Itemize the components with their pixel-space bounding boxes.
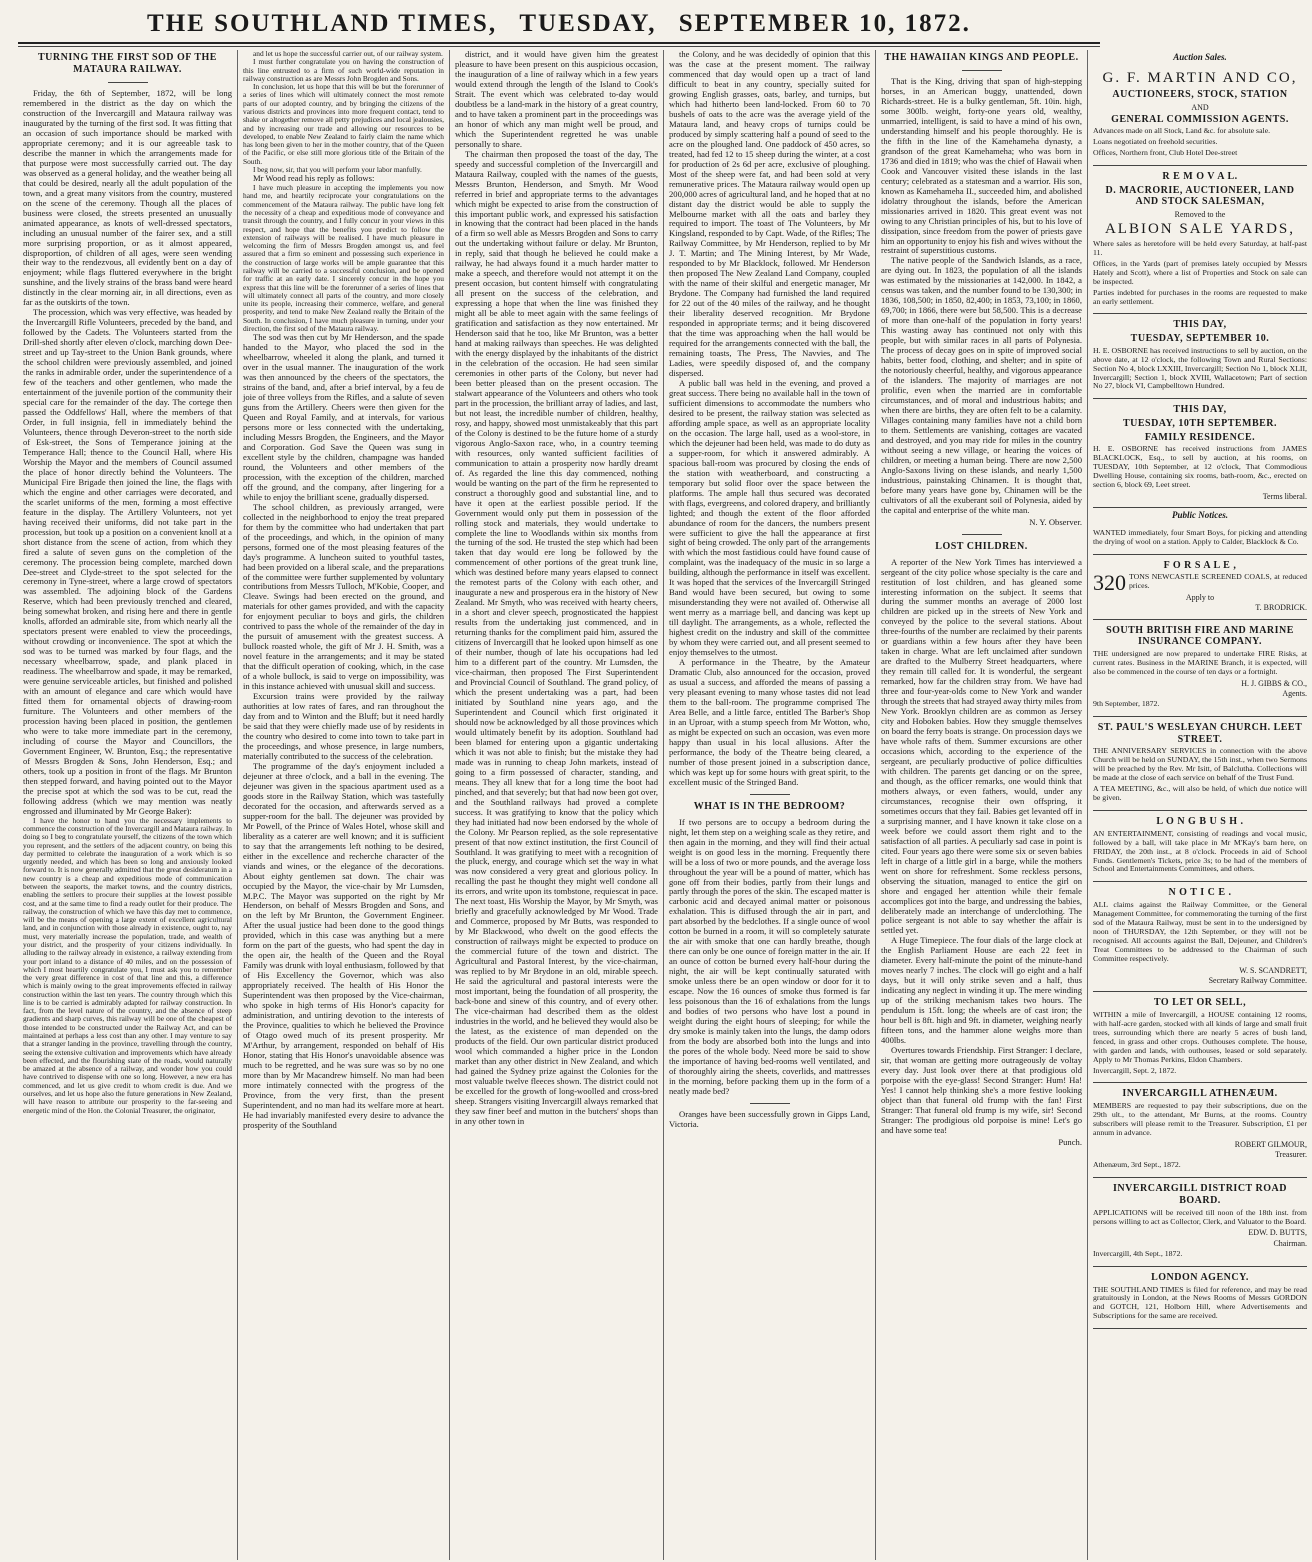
masthead-date: SEPTEMBER 10, 1872. [678, 10, 971, 37]
headline-bedroom: WHAT IS IN THE BEDROOM? [693, 800, 846, 812]
article-paragraph: The programme of the day's enjoyment included a dejeuner at three o'clock, and a ball in the evening. The dejeuner was given in the spacious apartment used as a goods store in the Railway Station, which was tastefully decorated for the occasion, and afterwards served as a supper-room for the ball. The dejeuner was provided by Mr Powell, of the Prince of Wales Hotel, whose skill and liberality as a caterer are well known; and it is sufficient to say that the arrangements left nothing to be desired, either in the excellence and recherche character of the viands and wines, or the elegance of the decorations. About eighty gentlemen sat down. The chair was occupied by the Mayor, the vice-chair by Mr Lumsden, M.P.C. The Mayor was supported on the right by Mr Henderson, on behalf of Messrs Brogden and Sons, and on the left by Mr Brunton, the Government Engineer. After the usual justice had been done to the good things provided, which in this case was anything but a mere form on the part of the guests, who had spent the day in the open air, the health of the Queen and the Royal Family was drunk with loyal enthusiasm, followed by that of His Excellency the Governor, which was also appropriately received. The health of His Honor the Superintendent was then proposed by the Vice-chairman, who spoke in high terms of His Honor's capacity for administration, and untiring devotion to the interests of the Province, qualities to which he believed the Province of Otago owed much of its present prosperity. Mr M'Arthur, by arrangement, responded on behalf of His Honor, stating that His Honor's unavoidable absence was much to be regretted, and he was sure was so by no one more than by Mr Macandrew himself. No man had been more intimately connected with the progress of the Province, from the very first, than the present Superintendent, and no man had its welfare more at heart. He had invariably manifested every desire to advance the prosperity of the Southland [243, 760, 444, 1130]
ad-line: AND [1191, 102, 1209, 112]
column-advertisements [1088, 50, 1312, 1560]
ad-date: Invercargill, Sept. 2, 1872. [1093, 1065, 1177, 1075]
ad-text: Offices, Northern front, Club Hotel Dee-street [1093, 148, 1238, 158]
ad-london-agency [1093, 1267, 1307, 1329]
article-paragraph: If two persons are to occupy a bedroom during the night, let them step on a weighing scale as they retire, and then again in the morning, and they will find their actual weight is on good less in the morning. Frequently there will be a loss of two or more pounds, and the average loss throughout the year will be a pound of matter, which has gone off from their bodies, partly from their lungs and partly through the pores of the skin. The escaped matter is carbonic acid and decayed animal matter or poisonous exhalation. This is diffused through the air in part, and part absorbed by the bedclothes. If a single ounce of wool cotton be burned in a room, it will so completely saturate the air with smoke that one can hardly breathe, though there can only be one ounce of foreign matter in the air. If an ounce of cotton be burned every half-hour during the night, the air will be kept continually saturated with smoke unless there be an open window or door for it to escape. Now the 16 ounces of smoke thus formed is far less poisonous than the 16 of exhalations from the lungs and bodies of two persons who have lost a pound in weight during the eight hours of sleeping; for while the dry smoke is mainly taken into the lungs, the damp odors from the body are absorbed both into the lungs and into the pores of the whole body. Need more be said to show the importance of having bed-rooms well ventilated, and of thoroughly airing the sheets, coverlids, and mattresses in the morning, before packing them up in the form of a neatly made bed? [669, 816, 870, 1096]
article-paragraph: The school children, as previously arranged, were collected in the neighborhood to enjoy the treat prepared for them by the committee who had undertaken that part of the proceedings, and which, in the opinion of many persons, formed one of the most pleasing features of the day's programme. A luncheon suited to youthful tastes, had been provided on a liberal scale, and the preparations of the committee were further supplemented by voluntary contributions from Messrs Tulloch, M'Kobie, Cooper, and Cleave. Swings had been erected on the ground, and materials for other games provided, and with the capacity for enjoyment peculiar to boys and girls, the children contrived to pass the whole of the remainder of the day in the pursuit of amusement with the greatest success. A bullock roasted whole, the gift of Mr J. H. Smith, was a novel feature in the arrangements; and it may be stated that the difficult operation of cooking, which, in the case of a whole bullock, is said to verge on impossibility, was in this instance achieved with unusual skill and success. [243, 501, 444, 692]
ad-athenaeum [1093, 1083, 1307, 1178]
ad-line: Removed to the [1174, 210, 1226, 220]
headline-lost-children: LOST CHILDREN. [935, 540, 1028, 552]
ad-osborne-residence [1093, 399, 1307, 508]
ad-heading: THIS DAY, [1173, 404, 1227, 416]
column-3 [450, 50, 664, 1560]
ad-text: THE ANNIVERSARY SERVICES in connection with the above Church will be held on SUNDAY, the 15th inst., when two Sermons will be preached by the Rev. Mr Isitt, of Balclutha. Collections will be made at the close of each service on behalf of the Trust Fund. [1093, 746, 1307, 783]
ad-signature: ROBERT GILMOUR, [1234, 1139, 1307, 1149]
article-paragraph: Friday, the 6th of September, 1872, will be long remembered in the district as the day on which the construction of the Invercargill and Mataura railway was inaugurated by the turning of the first sod. It was fitting that an occasion of such importance should be marked with appropriate ceremony; and it is our agreeable task to describe the manner in which the arrangements made for that purpose were most successfully carried out. The day was observed as a general holiday, and the weather being all that could be desired, nearly all the adult population of the town, and a great many visitors from the country, mustered on the scene of the ceremony. Though all the places of business were closed, the streets presented an unusually animated appearance, as knots of well-dressed spectators, including an unusual number of the fairer sex, and a still more surprising proportion, or as it almost appeared, disproportion, of children of all ages, were seen wending their way to the rendezvous, all evidently bent on a day of enjoyment; while flags fluttered everywhere in the bright sunshine, and the lively strains of the brass band were heard distinctly in the clear morning air, in all directions, even as far as the outskirts of the town. [23, 88, 232, 308]
section-title-auctions: Auction Sales. [1173, 52, 1227, 62]
article-paragraph: Overtures towards Friendship. First Stranger: I declare, sir, that woman are getting more outrageously de voltay every day. Just look over there at that prodigious old porpoise with the eye-glass! Second Stranger: Hum! Ha! Yes! I cannot help thinking she's a more festive looking object than that funeral old frump with the fan! First Stranger: That funeral old frump is my wife, sir! Second Stranger: The prodigious old porpoise is mine! Let's go and have some tea! [881, 1045, 1082, 1135]
ad-text: H. E. OSBORNE has received instructions from JAMES BLACKLOCK, Esq., to sell by auction, at his rooms, on TUESDAY, 10th September, at 12 o'clock, That Commodious Dwelling House, containing six rooms, bath-room, &c., erected on section 6, block 69, Leet street. [1093, 444, 1307, 490]
ad-line: Apply to [1185, 593, 1215, 603]
ad-text: THE SOUTHLAND TIMES is filed for reference, and may be read gratuitously in London, at the News Rooms of Messrs GORDON and GOTCH, 121, Holborn Hill, where Advertisements and Subscriptions for the same are received. [1093, 1284, 1307, 1321]
column-4 [664, 50, 876, 1560]
column-5 [876, 50, 1088, 1560]
ad-heading: INVERCARGILL ATHENÆUM. [1122, 1088, 1278, 1100]
ad-subheading: AUCTIONEERS, STOCK, STATION [1112, 88, 1288, 100]
ad-macrorie [1093, 166, 1307, 314]
ad-text: APPLICATIONS will be received till noon of the 18th inst. from persons willing to act as Collector, Clerk, and Valuator to the Board. [1093, 1207, 1307, 1226]
article-paragraph: The sod was then cut by Mr Henderson, and the spade handed to the Mayor, who placed the sod in the wheelbarrow, wheeled it along the plank, and turned it over in the usual manner. The inauguration of the work was then announced by the cheers of the spectators, the strains of the band, and, after a brief interval, by a feu de joie of three volleys from the Rifles, and a salute of seven guns from the Artillery. Cheers were then given for the Queen and Royal Family, and at intervals, for various persons more or less connected with the undertaking, including Messrs Brogden, the Engineers, and the Mayor and Corporation. God Save the Queen was sung in excellent style by the children, champagne was handed round, the Volunteers and other members of the procession, with the exception of the children, marched off the ground, and the company, after lingering for a while to enjoy the brilliant scene, gradually dispersed. [243, 332, 444, 502]
ad-heading: THIS DAY, [1173, 319, 1227, 331]
ad-date: Athenæum, 3rd Sept., 1872. [1093, 1160, 1181, 1170]
article-paragraph: A Huge Timepiece. The four dials of the large clock at the English Parliament House are each 22 feet in diameter. Every half-minute the point of the minute-hand moves nearly 7 inches. The clock will go eight and a half days, but it will only strike seven and a half, thus indicating any neglect in winding it up. The mere winding up of the striking mechanism takes two hours. The pendulum is 15ft. long; the wheels are of cast iron; the hour bell is 8ft. high and 9ft. in diameter, weighing nearly fifteen tons, and the hammer alone weighs more than 400lbs. [881, 935, 1082, 1046]
ad-signature: T. BRODRICK. [1255, 603, 1307, 613]
article-paragraph: A public ball was held in the evening, and proved a great success. There being no available hall in the town of sufficient dimensions to accommodate the numbers who desired to be present, the railway station was selected as affording ample space, as well as an appropriate locality on the occasion. The large hall, used as a wool-store, in which the dejeuner had been held, was made to do duty as a supper-room, for which it answered admirably. A spacious ball-room was procured by closing the ends of the station with weatherboard, and constructing a temporary but solid floor over the space between the platforms. The ample hall thus secured was decorated with flags, evergreens, and colored drapery, and brilliantly lighted; and though the extent of the floor afforded abundance of room for the dancers, the numbers present were sufficient to give the hall the appearance at first sight of being crowded. The only part of the arrangements with which the most fastidious could have found cause of complaint, was the inadequacy of the music in so large a building, although the performance in itself was excellent. It was hoped that the services of the Invercargill Stringed Band would have been secured, but owing to some misunderstanding they were not availed of. Otherwise all went merry as a marriage bell, and dancing was kept up till daylight. The arrangements, as a whole, reflected the highest credit on the industry and skill of the committee by whom they were carried out, and all present seemed to enjoy themselves to the utmost. [669, 377, 870, 658]
ad-subheading: TUESDAY, SEPTEMBER 10. [1130, 333, 1270, 345]
ad-subheading: FAMILY RESIDENCE. [1144, 431, 1256, 443]
source-credit: N. Y. Observer. [1029, 516, 1082, 527]
ad-signature-role: Agents. [1282, 688, 1307, 698]
masthead-day: TUESDAY, [519, 10, 657, 37]
address-paragraph: and let us hope the successful carrier out, of our railway system. [253, 49, 443, 58]
article-paragraph: Mr Wood read his reply as follows: [253, 173, 375, 184]
ad-heading: SOUTH BRITISH FIRE AND MARINE INSURANCE COMPANY. [1106, 624, 1294, 648]
ad-text: ALL claims against the Railway Committee, or the General Management Committee, for commemorating the turning of the first sod of the Mataura Railway, must be sent in to the undersigned by noon of THURSDAY, the 12th September, or they will not be recognised. All accounts against the Ball, Dejeuner, and Children's Treat Committees to be addressed to the Chairman of such Committee respectively. [1093, 900, 1307, 963]
ad-text: Offices, in the Yards (part of premises lately occupied by Messrs Hately and Scott), where a list of Properties and Stock on sale can be inspected. [1093, 258, 1307, 286]
column-1 [18, 50, 238, 1560]
ad-signature-role: Chairman. [1273, 1238, 1307, 1248]
column-2 [238, 50, 450, 1560]
ad-terms: Terms liberal. [1262, 491, 1307, 501]
article-paragraph: The procession, which was very effective, was headed by the Invercargill Rifle Volunteers, preceded by the band, and followed by the Cadets. The Volunteers started from the Drill-shed shortly after eleven o'clock, marching down Dee-street and up Tay-street to the Union Bank grounds, where the school children were previously assembled, and joined the ranks in admirable order, under the superintendence of a few of the teachers and other gentlemen, who made the entertainment of the juvenile portion of the community their special care for the remainder of the day. The cortege then passed the Oddfellows' Hall, where the members of that Order, in full insignia, fell in immediately behind the Volunteers, thence through Deveron-street to the north side of Esk-street, the Sons of Temperance joining at the Temperance Hall; thence to the Council Hall, where His Worship the Mayor and the members of Council assumed the place of honor directly behind the Volunteers. The Municipal Fire Brigade then joined the line, the flags with which the engine and other carriages were decorated, and the scarlet uniforms of the men, forming a most effective feature in the display. The Artillery Volunteers, not yet having received their uniforms, did not take part in the procession, but took up a position on a convenient knoll at a short distance from the scene of action, from which they fired a salute of seven guns on the completion of the ceremony. The procession being complete, marched down Dee-street and Clyde-street to the spot selected for the ceremony in Tyne-street, where a large crowd of spectators was assembled. The adjoining block of the Gardens Reserve, which had been previously trenched and cleared, being somewhat broken, and rising here and there in gentle knolls, afforded an admirable site, from which nearly all the spectators present were enabled to view the proceedings, without crowding or inconvenience. The spot at which the sod was to be turned was marked by four flags, and the necessary wheelbarrow, spade, and plank placed in readiness. The wheelbarrow and spade, it may be remarked, were genuine serviceable articles, but finished and polished with an amount of elegance and care which would have fitted them for ornamental objects of drawing-room furniture. The Volunteers and other members of the procession having been placed in position, the gentlemen who were to take more immediate part in the ceremony, including of course the Mayor and Councillors, the Government Engineer, W. Brunton, Esq.; the representative of Messrs Brogden & Sons, John Henderson, Esq.; and others, took up a position in front of the flags. Mr Brunton then stepped forward, and having pointed out to the Mayor the precise spot at which the sod was to be cut, read the following address (which we may mention was neatly engrossed and illuminated by Mr George Baker): [23, 307, 232, 816]
ad-text: H. E. OSBORNE has received instructions to sell by auction, on the above date, at 12 o'clock, the following Town and Rural Sections: Section No 4, block LXXIII, Invercargill; Section No 1, block XLII, Invercargill; Section 1, block XVIII, Wallacetown; Part of section No 27, block VI, Campbelltown Hundred. [1093, 345, 1307, 391]
address-paragraph: I beg now, sir, that you will perform your labor manfully. [253, 164, 422, 174]
article-paragraph: The native people of the Sandwich Islands, as a race, are dying out. In 1823, the population of all the islands was estimated by the missionaries at 142,000. In 1842, a census was taken, and the number found to be 130,300; in 1836, 108,500; in 1850, 82,400; in 1853, 73,100; in 1860, 69,700; in 1866, there were but 58,500. This is a decrease of more than one-half of the population in forty years! This wasting away has continued not only with this people, but with similar races in all parts of Polynesia. The process of decay goes on in spite of improved social habits, better food, clothing, and shelter; and in spite of the notoriously cheerful, healthy, and vigorous appearance of the islanders. The majority of marriages are not prolific, even when the married are in comfortable circumstances, and of moral and industrious habits; and when there are births, they are often felt to be a calamity. Villages containing many families have not a child born to them. Settlements are vanishing, cottages are vacated and destroyed, and you may ride for miles in the country without seeing a new village, or hearing the voices of children, or meeting a human being. There are now 2,500 Anglo-Saxons living on these islands, and nearly 1,500 industrious, painstaking Chinamen. It is thought that, before many years have gone by, Chinamen will be the cultivators of all the exuberant soil of Polynesia, aided by the capital and enterprise of the white man. [881, 255, 1082, 515]
ad-signature: EDW. D. BUTTS, [1248, 1228, 1307, 1238]
masthead-rule [18, 46, 1100, 47]
ad-subheading: GENERAL COMMISSION AGENTS. [1111, 113, 1289, 125]
ad-subheading: D. MACRORIE, AUCTIONEER, LAND AND STOCK SALESMAN, [1105, 184, 1295, 208]
ad-text: A TEA MEETING, &c., will also be held, of which due notice will be given. [1093, 784, 1307, 803]
ad-wanted [1093, 524, 1307, 555]
ad-heading: N O T I C E . [1168, 887, 1232, 899]
ad-heading: TO LET OR SELL, [1153, 997, 1247, 1009]
article-paragraph: That is the King, driving that span of high-stepping horses, in an American buggy, unattended, down Richards-street. He is a bulky gentleman, 5ft. 10in. high, some 300lb. weight, forty-one years old, wealthy, unmarried, intelligent, is said to have a mind of his own, understanding himself and his people thoroughly. He is the fifth in the line of the Kamehameha dynasty, a grandson of the great Kamehameha; who was born in 1736 and died in 1819; who was the chief of Hawaii when Cook and Vancouver visited these islands in the last century; celebrated as a statesman and a warrior. His son, known as Kamehameha II., succeeded him, and abolished idolatry throughout the islands, before the American missionaries arrived in 1820. This great event was not owing to any Christian principles of his, but to his love of dissipation, since freedom from the power of priests gave him an opportunity to enjoy his fish and wives without the restraint of superstitious customs. [881, 76, 1082, 256]
ad-text: Loans negotiated on freehold securities. [1093, 137, 1218, 147]
headline-railway: TURNING THE FIRST SOD OF THE MATAURA RAILWAY. [38, 52, 217, 75]
ad-text: THE undersigned are now prepared to undertake FIRE Risks, at current rates. Business in the MARINE Branch, it is expected, will also be commenced in the course of ten days or a fortnight. [1093, 648, 1307, 676]
ad-long-bush [1093, 811, 1307, 882]
ad-signature: W. S. SCANDRETT, [1239, 965, 1307, 975]
ad-signature: H. J. GIBBS & CO., [1241, 678, 1307, 688]
ad-heading: G. F. MARTIN AND CO, [1102, 70, 1298, 87]
ad-subheading: TUESDAY, 10TH SEPTEMBER. [1122, 418, 1278, 430]
source-credit: Punch. [1058, 1136, 1082, 1147]
ad-church [1093, 717, 1307, 811]
ad-osborne-sections [1093, 314, 1307, 399]
ad-text: Advances made on all Stock, Land &c. for absolute sale. [1093, 126, 1271, 136]
ad-heading: R E M O V A L. [1162, 171, 1238, 183]
ad-heading: ALBION SALE YARDS, [1104, 221, 1296, 238]
ad-text: AN ENTERTAINMENT, consisting of readings and vocal music, followed by a ball, will take place in Mr M'Kay's barn here, on FRIDAY, the 20th inst., at 8 o'clock. Proceeds in aid of School Funds. Gentlemen's Tickets, price 3s; to be had of the members of School and Entertainments Committees, and others. [1093, 828, 1307, 874]
ad-text: Where sales as heretofore will be held every Saturday, at half-past 11. [1093, 238, 1307, 257]
article-paragraph: The chairman then proposed the toast of the day, The speedy and successful completion of the Invercargill and Mataura Railway, coupled with the names of the guests, Messrs Brunton, Henderson, and Smyth. Mr Wood referred in brief and appropriate terms to the advantages which might be expected to arise from the construction of this important public work, and expressed his satisfaction in knowing that the contract had been placed in the hands of a firm so well able as Messrs Brogden and Sons to carry out the undertaking without failure or delay. Mr Brunton, in reply, said that though he believed he could make a railway, he had always found it a much harder matter to make a speech, and therefore would not attempt it on the present occasion, but content himself with congratulating all present on the success of the celebration, and expressing a hope that when the line was finished they might all be able to meet again with the same feelings of gratification and satisfaction as they now entertained. Mr Henderson said that he too, like Mr Brunton, was a better hand at making railways than speeches. He was delighted with the energy displayed by the inhabitants of the district in the celebration of the occasion. He had seen similar ceremonies in other parts of the Colony, but never had been better pleased than on the present occasion. The stalwart appearance of the Volunteers and others who took part in the procession, the brilliant array of ladies, and last, but not least, the incredible number of children, healthy, rosy, and happy, showed most unmistakeably that this part of the Colony is destined to be the future home of a sturdy vigorous Anglo-Saxon race, who, in a country teeming with resources, only wanted sufficient facilities of communication to attain a prosperity now hardly dreamt of. As regarded the line this day commenced, nothing would be wanting on the part of the firm he represented to construct a thoroughly good and substantial line, and to have it open at the earliest possible period. If the Government would only put them in possession of the rolling stock and materials, they would undertake to complete the line to Woodlands within six months from the turning of the sod. He trusted the step which had been taken that day would ere long be followed by the commencement of other portions of the great trunk line, which was destined before many years elapsed to connect the remotest parts of the Colony with each other, and inaugurate a new and prosperous era in the history of New Zealand. Mr Smyth, who was received with hearty cheers, in a short and clever speech, prognosticated the happiest results from the undertaking just commenced, and in returning thanks for the compliment paid him, assured the citizens of Invercargill that he looked upon himself as one of their number, though of late his occupations had led him to a different part of the country. Mr Lumsden, the vice-chairman, then proposed The First Superintendent and Provincial Council of Southland. The grand policy, of which the present undertaking was a part, had been initiated by Southland nine years ago, and the Superintendent and Council which first originated it should now be acknowledged by all those provinces which would ultimately benefit by its adoption. Southland had been blamed for entering upon a gigantic undertaking which it was not able to finish; but the mistake they had made was in running to cheap John markets, instead of going to a firm possessed of character, standing, and means. They all knew that for a long time the boot had pinched, and that severely; but that had now been got over, and the Southland railways had proved a complete success. It was gratifying to know that the policy which they had initiated had now been endorsed by the whole of the Colony. Mr Pearson replied, as the sole representative present of that now extinct institution, the first Council of Southland. It was gratifying to meet with a recognition of the pluck, energy, and courage which set the way in what was now considered a very great and glorious policy. In recalling the past he thought they might well condone all its errors, and write upon its tombstone, requiescat in pace. The next toast, His Worship the Mayor, by Mr Smyth, was briefly and gracefully acknowledged by Mr Wood. Trade and Commerce, proposed by Mr Butts, was responded to by Mr Blackwood, who dwelt on the good effects the construction of railways might be expected to produce on the commercial future of the town and district. The Agricultural and Pastoral Interest, by the vice-chairman, was replied to by Mr Brydone in an old, mirable speech. He said the agricultural and pastoral interests were the most important, being the foundation of all prosperity, the back-bone and sinew of this country, and of every other. The vice-chairman had described them as the oldest industries in the world, and he believed they would also be the latest, as the existence of man depended on the products of the field. Our own particular district produced wool which commanded a higher price in the London market than any other district in New Zealand, and which had gained the Sydney prize against the Colonies for the most valuable twelve fleeces shown. The district could not be excelled for the growth of long-woolled and cross-bred sheep. Strangers visiting Invercargill always remarked that they saw finer beef and mutton in the butchers' shops than in any other town in [455, 148, 658, 1126]
article-paragraph: Excursion trains were provided by the railway authorities at low rates of fares, and ran throughout the day from and to Winton and the Bluff; but it need hardly be said that they were chiefly made use of by residents in the country who desired to come into town to take part in the proceedings, and whose presence, in large numbers, materially contributed to the success of the celebration. [243, 691, 444, 761]
ad-signature-role: Treasurer. [1275, 1150, 1307, 1160]
ad-text: WANTED immediately, four Smart Boys, for picking and attending the drying of wool on a station. Apply to Calder, Blacklock & Co. [1093, 527, 1307, 546]
divider [962, 534, 1002, 535]
ad-date: Invercargill, 4th Sept., 1872. [1093, 1248, 1183, 1258]
ad-heading: F O R S A L E , [1163, 559, 1237, 571]
ad-coal-sale [1093, 555, 1307, 620]
divider [962, 70, 1002, 71]
ad-martin [1093, 65, 1307, 166]
article-paragraph: Oranges have been successfully grown in Gipps Land, Victoria. [669, 1108, 870, 1129]
ad-signature-role: Secretary Railway Committee. [1208, 975, 1307, 985]
divider [108, 82, 148, 83]
ad-heading: ST. PAUL'S WESLEYAN CHURCH. LEET STREET. [1097, 722, 1303, 745]
ad-heading: LONDON AGENCY. [1151, 1271, 1249, 1283]
ad-text-body: TONS NEWCASTLE SCREENED COALS, at reduced prices. [1129, 572, 1307, 591]
divider [750, 1103, 790, 1104]
article-paragraph: district, and it would have given him the greatest pleasure to have been present on this auspicious occasion, the inauguration of a line of railway which in a few years would extend through the length of the Island to Cook's Strait. The event which was celebrated to-day would doubtless be a land-mark in the history of a great country, and to have taken a prominent part in the proceedings was an honor of which any man might well be proud, and which the Superintendent regretted he was unable personally to share. [455, 49, 658, 149]
ad-road-board [1093, 1178, 1307, 1267]
address-paragraph: In conclusion, let us hope that this will be but the forerunner of a series of lines which will ultimately connect the most remote parts of our adopted country, and by bringing the citizens of the various districts and provinces into more frequent contact, tend to shake or altogether remove all petty prejudices and local jealousies, and by increasing our trade and allowing our resources to be developed, to enable New Zealand to fairly claim the name which has long been given to her in the mother country, that of the Queen of the Pacific, or else still more glorious title of the Britain of the South. [243, 82, 444, 166]
ad-to-let [1093, 992, 1307, 1083]
columns [18, 49, 1307, 1560]
ad-number: 320 [1093, 570, 1126, 596]
divider [750, 794, 790, 795]
headline-hawaiian: THE HAWAIIAN KINGS AND PEOPLE. [884, 52, 1079, 63]
ad-date: 9th September, 1872. [1093, 699, 1160, 709]
masthead [18, 6, 1100, 44]
masthead-title: THE SOUTHLAND TIMES, [147, 10, 498, 37]
ad-text: Parties indebted for purchases in the rooms are requested to make an early settlement. [1093, 287, 1307, 306]
ad-notice [1093, 882, 1307, 992]
ad-insurance [1093, 620, 1307, 718]
reply-paragraph: I have much pleasure in accepting the implements you now hand me, and heartily reciprocate your congratulations on the commencement of the Mataura railway. The public have long felt the necessity of a cheap and expeditious mode of conveyance and transit through the country, and I fully concur in your views in this respect, and hope that the benefits you predict to follow the extension of railways will be realised. I have much pleasure in welcoming the firm of Messrs Brogden amongst us, and feel assured that a firm so eminent and possessing such experience in the construction of large works will be ample guarantee that this railway will be carried to a successful conclusion, and be opened for traffic at an early date. I sincerely concur in the hope you express that this line will be the forerunner of a series of lines that will ultimately connect all parts of the country, and more closely unite its people, increasing their commerce, welfare, and general prosperity, and tend to make New Zealand really the Britain of the South. In conclusion, I have much pleasure in turning, under your direction, the first sod of the Mataura railway. [243, 183, 444, 333]
ad-heading: L O N G B U S H . [1156, 816, 1244, 828]
article-paragraph: A reporter of the New York Times has interviewed a sergeant of the city police whose specialty is the care and restitution of lost children, and has gleaned some interesting information on the subject. It seems that during the summer months an average of 2000 lost children are picked up in the streets of New York and conveyed by the police to the several stations. About three-fourths of the number are reclaimed by their parents or guardians within a few hours after they have been taken in charge. What are left unclaimed after sundown are drafted to the Mulberry Street headquarters, where they remain till called for. It is wonderful, the sergeant remarked, how far the children stray from. We have had three and four-year-olds come to New York and wander through the streets that had strayed away thirty miles from New York. Brooklyn children are as common as Jersey city and Hoboken babies. How they smuggle themselves on board the ferry boats is strange. On procession days we have whole rafts of them. Summer excursions are other occasions which, according to the experience of the sergeant, are peculiarly productive of police difficulties with children. The parents get dancing or on the spree, and though, as the officer remarks, one would think that mothers always, or even fathers, would, under any circumstances, recognise their own offspring, it sometimes occurs that they fail. Babies get levanted off in a surprising manner, and I have known it take close on a week before we could assort them right and to the satisfaction of all parties. A peculiarly sad case in point is cited. Four years ago there were some six or seven babies left in charge of a little girl in a barge, while the mothers went on shore for refreshment. Some reckless persons, observing the situation, managed to entice the girl on shore and engaged her attention while their female accomplices got into the barge, and undressing the babies, deliberately made an interchange of underclothing. The police sergeant is not able to say whether the affair is settled yet. [881, 556, 1082, 936]
article-paragraph: A performance in the Theatre, by the Amateur Dramatic Club, also announced for the occasion, proved as usual a success, and afforded the means of passing a very pleasant evening to many whose tastes did not lead them to the ball-room. The programme comprised The Area Belle, and a little farce, entitled The Barber's Shop in an Uproar, with a stump speech from Mr Wotton, who, as might be expected on such an occasion, was even more happy than usual in his local allusions. After the performance, the body of the Theatre being cleared, a number of those present joined in a subscription dance, which was kept up for some hours with great spirit, to the excellent music of the Stringed Band. [669, 657, 870, 787]
ad-text: MEMBERS are requested to pay their subscriptions, due on the 29th ult., to the attendant, Mr Burns, at the rooms. Country subscribers will please remit to the Treasurer. Subscription, £1 per annum in advance. [1093, 1101, 1307, 1137]
article-paragraph: the Colony, and he was decidedly of opinion that this was the case at the present moment. The railway commenced that day would open up a tract of land difficult to beat in any country, specially suited for growing English grasses, oats, barley, and turnips, but which had hitherto been land-locked. From 60 to 70 bushels of oats to the acre was the average yield of the Mataura land, and heavy crops of turnips could be produced by simply scattering half a pound of seed to the acre on the ploughed land. One paddock of 450 acres, so treated, had fed 12 to 15 sheep during the winter, at a cost for production of 2s 6d per acre, exclusive of ploughing. Most of the sheep were fat, and had been sold at very remunerative prices. The Mataura railway would open up 200,000 acres of agricultural land, and he hoped that at no distant day the district would be able to supply the Melbourne market with all the oats and barley they required to import. The toast of The Volunteers, by Mr Kingsland, responded to by Capt. Wade, of the Rifles; The Railway Committee, by Mr Henderson, replied to by Mr J. T. Martin; and The Mining Interest, by Mr Wade, responded to by Mr Blacklock, followed. Mr Henderson then proposed The New Zealand Land Company, coupled with the name of their skilful and energetic manager, Mr Brydone. The Company had furnished the land required for 22 out of the 40 miles of the railway, and he thought their liberality deserved recognition. Mr Brydone responded in appropriate terms; and it being discovered that the time was approaching when the hall would be required for the arrangements connected with the ball, the remaining toasts, The Press, The Navvies, and The Ladies, were speedily disposed of, and the company dispersed. [669, 49, 870, 378]
ad-heading: INVERCARGILL DISTRICT ROAD BOARD. [1113, 1183, 1287, 1206]
address-paragraph: I have the honor to hand you the necessary implements to commence the construction of the Invercargill and Mataura railway. In doing so I beg to congratulate yourself, the citizens of the town which you represent, and the settlers of the adjacent country, on being this day permitted to celebrate the inauguration of a work which is so urgently needed, and which has been so long and anxiously looked forward to. It is now generally admitted that the great desideratum in a new country is a cheap and expeditious mode of communication between the seaports, the market towns, and the country districts, enabling the settlers to procure their supplies at the lowest possible cost, and at the same time to find a ready outlet for their produce. The railway, the construction of which we have this day met to commence, will be the means of opening a large extent of excellent agricultural land, and in conjunction with those already in existence, ought to, nay must, very materially increase the population, trade, and wealth of your district, and the prosperity of your citizens individually. In alluding to the railway already in existence, a railway extending from your port inland to a distance of 40 miles, and on the possession of which I most heartily congratulate you, I must ask you to remember the very great difference in cost of that line and this, a difference which is mainly owing to the great improvements effected in railway construction within the last ten years. The country through which this line is to be carried is admirably adapted for railway construction. In fact, from the level nature of the country, and the absence of steep gradients and sharp curves, this railway will be one of the cheapest of those intended to be constructed under the Railway Act, and can be maintained at perhaps a less cost than any other. I may venture to say that a stranger landing in the province, travelling through the country, seeing the extensive cultivation and improvements which have already been effected, and the flourishing state of the roads, would naturally be amazed at the absence of a railway, and wonder how you could have contrived to dispense with one so long. However, a new era has commenced, and let us give credit to whom credit is due. And we ourselves, and let us hope also the future generations in New Zealand, will have reason to attribute our prosperity to the far-seeing and energetic mind of the Hon. the Colonial Treasurer, the originator, [23, 815, 232, 1115]
section-title-notices: Public Notices. [1172, 510, 1228, 521]
ad-text: WITHIN a mile of Invercargill, a HOUSE containing 12 rooms, with half-acre garden, stocked with all kinds of large and small fruit trees, surrounding which there are nearly 5 acres of bush land, fenced, in grass and other crops. Outhouses complete. The house, with garden and lands, with outhouses, leased or sold separately. Apply to Mr Thomas Perkins, Eldon Chambers. [1093, 1009, 1307, 1064]
address-paragraph: I must further congratulate you on having the construction of this line entrusted to a firm of such world-wide reputation in railway construction as are Messrs John Brogden and Sons. [243, 57, 444, 83]
ad-text [1093, 570, 1307, 596]
